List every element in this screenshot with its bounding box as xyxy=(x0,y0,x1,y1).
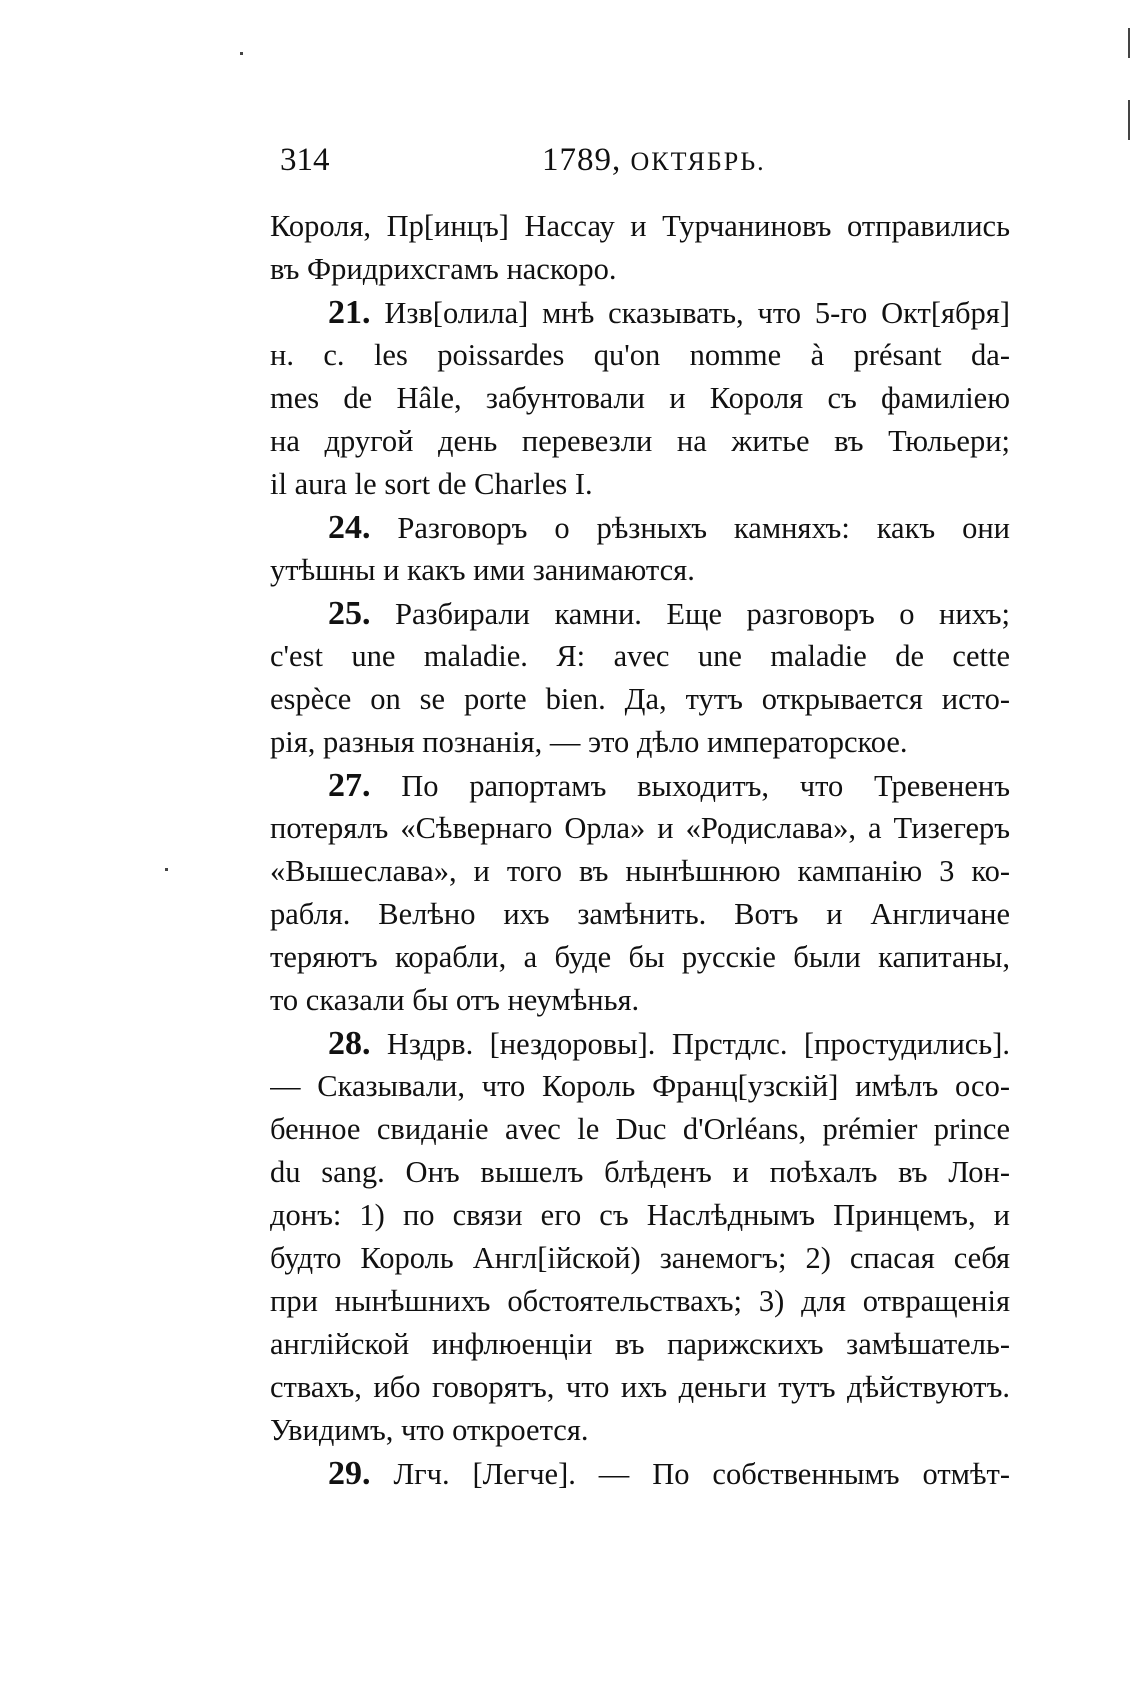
text-line: ствахъ, ибо говорятъ, что ихъ деньги тутъ дѣйствуютъ. xyxy=(270,1370,1010,1404)
scan-edge-mark xyxy=(1128,28,1130,58)
text-line: потерялъ «Сѣвернаго Орла» и «Родислава», а Тизегеръ xyxy=(270,811,1010,845)
entry-28-first-line: 28. Нздрв. [нездоровы]. Прстдлс. [простудились]. xyxy=(328,1025,1010,1062)
text-line: Короля, Пр[инцъ] Нассау и Турчаниновъ отправились xyxy=(270,209,1010,243)
text-line: н. с. les poissardes qu'on nomme à présant da- xyxy=(270,338,1010,372)
text-line: espèce on se porte bien. Да, тутъ открывается исто- xyxy=(270,682,1010,716)
text-line: англійской инфлюенціи въ парижскихъ замѣшатель- xyxy=(270,1327,1010,1361)
text-line: рабля. Велѣно ихъ замѣнить. Вотъ и Англичане xyxy=(270,897,1010,931)
text-line: то сказали бы отъ неумѣнья. xyxy=(270,983,640,1017)
header-month: ОКТЯБРЬ. xyxy=(630,147,766,176)
entry-date: 29. xyxy=(328,1455,371,1492)
entry-date: 21. xyxy=(328,294,371,331)
running-title xyxy=(542,138,766,184)
scan-edge-mark xyxy=(1128,100,1130,140)
page-number: 314 xyxy=(280,142,330,178)
entry-24-first-line: 24. Разговоръ о рѣзныхъ камняхъ: какъ они xyxy=(328,509,1010,546)
text-line: утѣшны и какъ ими занимаются. xyxy=(270,553,695,587)
entry-date: 24. xyxy=(328,509,371,546)
entry-25-first-line: 25. Разбирали камни. Еще разговоръ о нихъ; xyxy=(328,595,1010,632)
text-line: c'est une maladie. Я: avec une maladie de cette xyxy=(270,639,1010,673)
entry-date: 28. xyxy=(328,1025,371,1062)
text-line: il aura le sort de Charles I. xyxy=(270,467,593,501)
entry-date: 25. xyxy=(328,595,371,632)
text-line: бенное свиданіе avec le Duc d'Orléans, prémier prince xyxy=(270,1112,1010,1146)
scan-speck xyxy=(165,868,168,871)
text-line: рія, разныя познанія, — это дѣло императорское. xyxy=(270,725,908,759)
entry-27-first-line: 27. По рапортамъ выходитъ, что Тревененъ xyxy=(328,767,1010,804)
text-line: будто Король Англ[ійской) занемогъ; 2) спасая себя xyxy=(270,1241,1010,1275)
scan-speck xyxy=(240,52,243,55)
entry-29-first-line: 29. Лгч. [Легче]. — По собственнымъ отмѣт- xyxy=(328,1455,1010,1492)
text-line: mes de Hâle, забунтовали и Короля съ фамиліею xyxy=(270,381,1010,415)
text-line: — Сказывали, что Король Франц[узскій] имѣлъ осо- xyxy=(270,1069,1010,1103)
text-line: теряютъ корабли, а буде бы русскіе были капитаны, xyxy=(270,940,1010,974)
entry-date: 27. xyxy=(328,767,371,804)
text-line: донъ: 1) по связи его съ Наслѣднымъ Принцемъ, и xyxy=(270,1198,1010,1232)
diary-text xyxy=(270,205,1010,1495)
running-header xyxy=(280,138,1000,182)
header-year: 1789, xyxy=(542,142,622,178)
text-line: въ Фридрихсгамъ наскоро. xyxy=(270,252,617,286)
entry-21-first-line: 21. Изв[олила] мнѣ сказывать, что 5-го Окт[ября] xyxy=(328,294,1010,331)
text-line: Увидимъ, что откроется. xyxy=(270,1413,589,1447)
text-line: du sang. Онъ вышелъ блѣденъ и поѣхалъ въ Лон- xyxy=(270,1155,1010,1189)
text-line: «Вышеслава», и того въ нынѣшнюю кампанію 3 ко- xyxy=(270,854,1010,888)
text-line: при нынѣшнихъ обстоятельствахъ; 3) для отвращенія xyxy=(270,1284,1010,1318)
text-line: на другой день перевезли на житье въ Тюльери; xyxy=(270,424,1010,458)
